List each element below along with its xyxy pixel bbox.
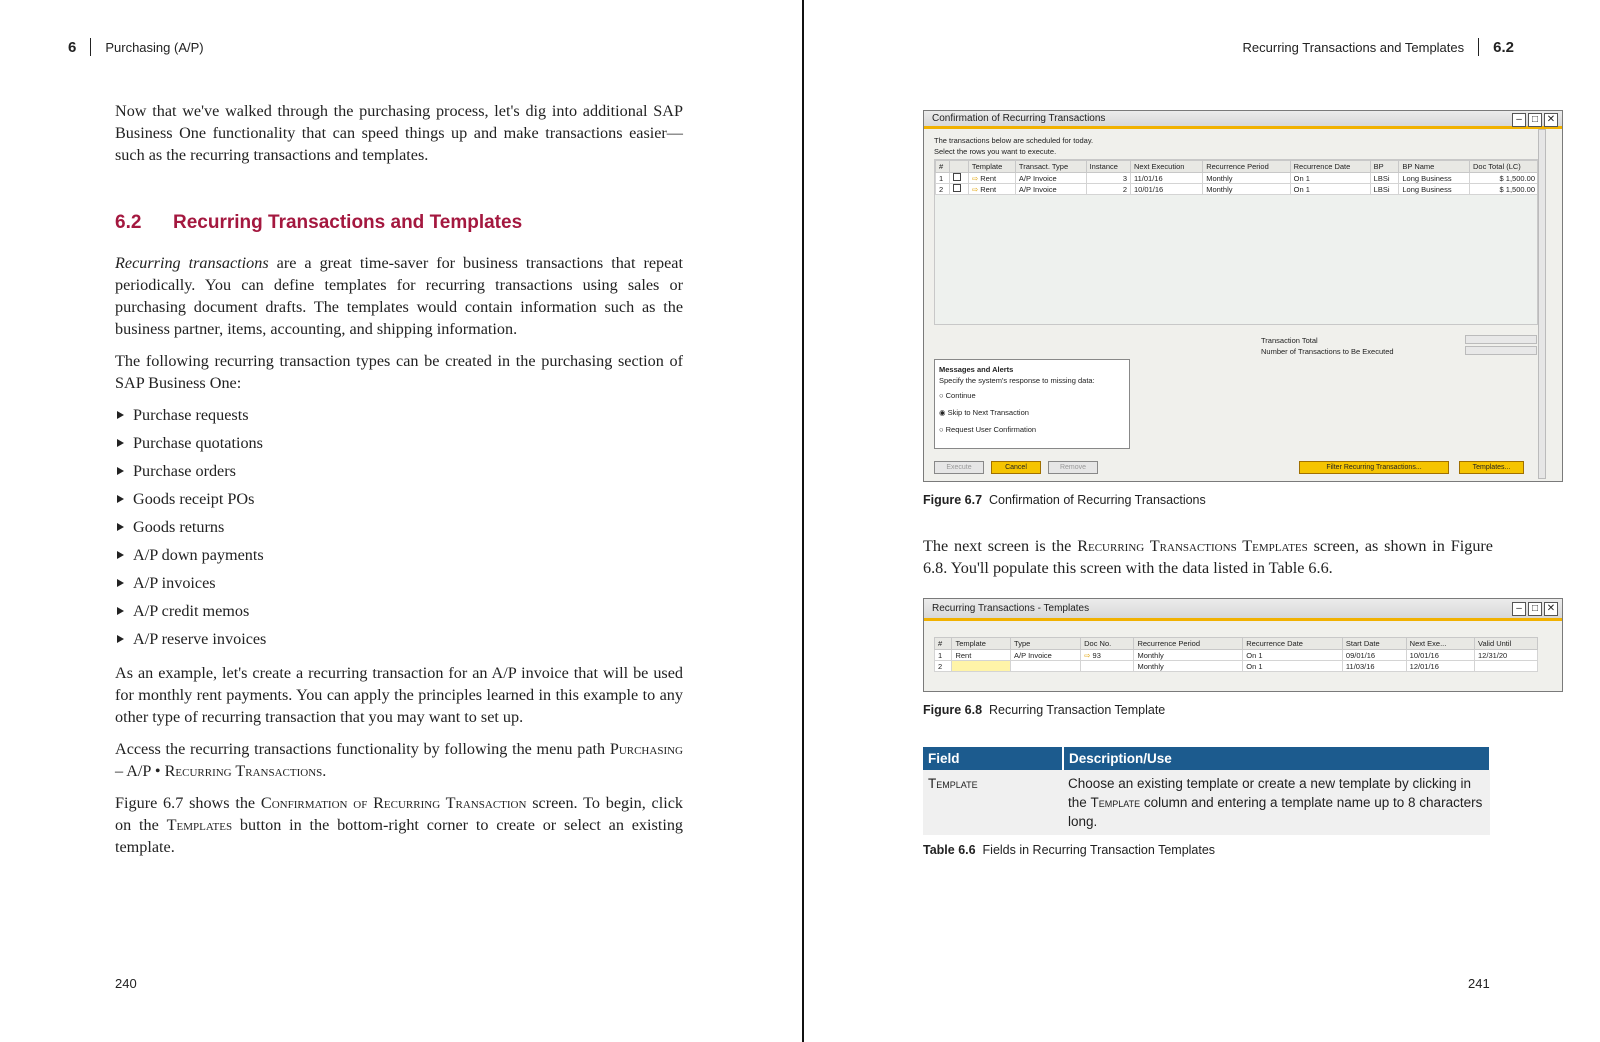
transaction-total-field	[1465, 335, 1537, 344]
list-item: A/P invoices	[115, 572, 683, 600]
grid-header-row	[935, 638, 1538, 650]
remove-button[interactable]: Remove	[1048, 461, 1098, 474]
row-checkbox[interactable]	[950, 184, 969, 195]
col-header: Instance	[1086, 161, 1130, 173]
col-header: #	[936, 161, 950, 173]
cell-template[interactable]	[968, 173, 1015, 184]
radio-skip[interactable]: ◉ Skip to Next Transaction	[939, 408, 1029, 417]
chapter-title: Purchasing (A/P)	[105, 39, 204, 55]
link-arrow-icon[interactable]: ⇨	[1084, 650, 1091, 660]
cell: 10/01/16	[1131, 184, 1203, 195]
confirmation-window	[923, 110, 1563, 482]
list-item: Goods receipt POs	[115, 488, 683, 516]
paragraph-text: Access the recurring transactions functionality by following the menu path	[115, 740, 610, 758]
paragraph-types: The following recurring transaction types can be created in the purchasing section of SAP Business One:	[115, 352, 683, 392]
info-line: The transactions below are scheduled for today.	[934, 136, 1094, 145]
cell: On 1	[1290, 184, 1370, 195]
screen-name: Recurring Transactions Templates	[1077, 537, 1308, 555]
term-recurring: Recurring transactions	[115, 254, 269, 272]
description-text: column and entering a template name up to 8 characters long.	[1068, 795, 1483, 829]
caption-text: Fields in Recurring Transaction Templates	[982, 843, 1216, 857]
cell-template[interactable]	[952, 661, 1011, 672]
right-page-number: 241	[1468, 976, 1490, 991]
col-header: Doc Total (LC)	[1470, 161, 1538, 173]
cell-template[interactable]	[968, 184, 1015, 195]
section-running-title: Recurring Transactions and Templates	[1242, 39, 1465, 55]
grid-header-row	[936, 161, 1539, 173]
cell-template[interactable]: Rent	[952, 650, 1011, 661]
screen-name: Confirmation of Recurring Transaction	[260, 794, 527, 812]
cell: Long Business	[1399, 184, 1470, 195]
cell: A/P Invoice	[1015, 184, 1086, 195]
radio-label: Request User Confirmation	[945, 425, 1037, 434]
window-title: Confirmation of Recurring Transactions	[932, 113, 1106, 124]
field-name: Template	[923, 770, 1063, 835]
execute-button[interactable]: Execute	[934, 461, 984, 474]
col-header: Transact. Type	[1015, 161, 1086, 173]
cell: 11/01/16	[1131, 173, 1203, 184]
col-header: Recurrence Period	[1203, 161, 1290, 173]
col-header: Valid Until	[1475, 638, 1538, 650]
col-header: BP Name	[1399, 161, 1470, 173]
link-arrow-icon[interactable]: ⇨	[971, 173, 979, 183]
page-gutter	[802, 0, 804, 1042]
cancel-button[interactable]: Cancel	[991, 461, 1041, 474]
intro-paragraph: Now that we've walked through the purchasing process, let's dig into additional SAP Business One functionality that can speed things up and make transactions easier—such as the recurring transactions and templates.	[115, 102, 683, 164]
cell: LBSi	[1370, 173, 1399, 184]
radio-continue[interactable]: ○ Continue	[939, 391, 976, 400]
cell: Monthly	[1203, 184, 1290, 195]
cell-date[interactable]: On 1	[1243, 650, 1343, 661]
cell-start[interactable]: 11/03/16	[1342, 661, 1406, 672]
list-item: Goods returns	[115, 516, 683, 544]
cell-date[interactable]: On 1	[1243, 661, 1343, 672]
paragraph-text: are a great time-saver for business transactions that repeat periodically. You can define templates for recurring transactions using sales or purchasing document drafts. The templates would contain information such as the business partner, items, accounting, and shipping information.	[115, 254, 683, 338]
table-row[interactable]	[936, 184, 1539, 195]
info-line: Select the rows you want to execute.	[934, 147, 1057, 156]
row-checkbox[interactable]	[950, 173, 969, 184]
window-titlebar	[924, 599, 1562, 621]
maximize-icon[interactable]: □	[1528, 602, 1542, 616]
col-header	[950, 161, 969, 173]
paragraph-text: button in the bottom-right corner to create or select an existing template.	[115, 816, 684, 856]
filter-button[interactable]: Filter Recurring Transactions...	[1299, 461, 1449, 474]
cell: 3	[1086, 173, 1130, 184]
table-6-6-caption	[923, 843, 1215, 857]
cell-next: 10/01/16	[1406, 650, 1474, 661]
chapter-number: 6	[68, 38, 77, 56]
minimize-icon[interactable]: ‒	[1512, 113, 1526, 127]
transactions-grid	[934, 159, 1538, 325]
paragraph-text: .	[322, 762, 327, 780]
maximize-icon[interactable]: □	[1528, 113, 1542, 127]
messages-subtitle: Specify the system's response to missing data:	[939, 376, 1095, 385]
col-header: Template	[952, 638, 1011, 650]
cell: On 1	[1290, 173, 1370, 184]
list-item: Purchase quotations	[115, 432, 683, 460]
paragraph-menu-path	[115, 738, 683, 782]
window-titlebar	[924, 111, 1562, 129]
cell: Long Business	[1399, 173, 1470, 184]
col-header: Doc No.	[1081, 638, 1134, 650]
cell: Monthly	[1203, 173, 1290, 184]
figure-6-8-caption	[923, 703, 1165, 717]
caption-text: Recurring Transaction Template	[989, 703, 1166, 717]
cell-text: Rent	[980, 173, 997, 183]
left-running-header	[68, 38, 204, 56]
col-header: Description/Use	[1063, 747, 1490, 770]
cell: 1	[935, 650, 952, 661]
paragraph-recurring	[115, 252, 683, 340]
paragraph-example: As an example, let's create a recurring transaction for an A/P invoice that will be used for monthly rent payments. You can apply the principles learned in this example to any other type of recurring transaction that you may want to set up.	[115, 664, 683, 726]
table-header-row	[923, 747, 1490, 770]
description-text: Choose an existing template or create a new template by clicking in the	[1068, 776, 1471, 810]
column-name: Template	[1090, 795, 1141, 810]
cell-text: Rent	[980, 184, 997, 194]
list-item: Purchase requests	[115, 404, 683, 432]
cell-period[interactable]: Monthly	[1134, 650, 1243, 661]
section-running-number: 6.2	[1493, 38, 1514, 56]
left-page-body	[115, 100, 683, 868]
window-title: Recurring Transactions - Templates	[932, 603, 1090, 614]
cell-type[interactable]: A/P Invoice	[1011, 650, 1081, 661]
col-header: Field	[923, 747, 1063, 770]
templates-window	[923, 598, 1563, 692]
cell-docno[interactable]	[1081, 661, 1134, 672]
paragraph-text: Figure 6.7 shows the	[115, 794, 261, 812]
cell-period[interactable]: Monthly	[1134, 661, 1243, 672]
cell-next: 12/01/16	[1406, 661, 1474, 672]
cell: $ 1,500.00	[1470, 173, 1538, 184]
cell-type[interactable]	[1011, 661, 1081, 672]
cell-start[interactable]: 09/01/16	[1342, 650, 1406, 661]
templates-grid	[934, 637, 1538, 672]
radio-label: Skip to Next Transaction	[947, 408, 1029, 417]
num-transactions-label: Number of Transactions to Be Executed	[1261, 347, 1394, 356]
figure-6-7-caption	[923, 493, 1206, 507]
cell-text: 93	[1092, 650, 1101, 660]
cell-valid[interactable]	[1475, 661, 1538, 672]
field-description	[1063, 770, 1490, 835]
col-header: Recurrence Period	[1134, 638, 1243, 650]
section-title: Recurring Transactions and Templates	[173, 212, 523, 233]
close-icon[interactable]: ✕	[1544, 602, 1558, 616]
col-header: Next Execution	[1131, 161, 1203, 173]
messages-title: Messages and Alerts	[939, 365, 1014, 374]
table-6-6	[923, 747, 1491, 835]
list-item: A/P credit memos	[115, 600, 683, 628]
left-page-number: 240	[115, 976, 137, 991]
caption-text: Confirmation of Recurring Transactions	[989, 493, 1206, 507]
col-header: Type	[1011, 638, 1081, 650]
paragraph-text: screen, as shown in Figure 6.8. You'll populate this screen with the data listed in Table 6.6.	[923, 537, 1493, 577]
table-row[interactable]	[936, 173, 1539, 184]
cell-valid[interactable]: 12/31/20	[1475, 650, 1538, 661]
transaction-total-label: Transaction Total	[1261, 336, 1318, 345]
col-header: Next Exe...	[1406, 638, 1474, 650]
templates-button[interactable]: Templates...	[1459, 461, 1524, 474]
caption-label: Figure 6.7	[923, 493, 983, 507]
col-header: Recurrence Date	[1243, 638, 1343, 650]
cell: 2	[936, 184, 950, 195]
cell-docno[interactable]	[1081, 650, 1134, 661]
link-arrow-icon[interactable]: ⇨	[971, 184, 979, 194]
right-running-header	[1243, 38, 1514, 56]
radio-request[interactable]: ○ Request User Confirmation	[939, 425, 1037, 434]
list-item: A/P down payments	[115, 544, 683, 572]
scrollbar[interactable]	[1538, 129, 1546, 479]
cell: 1	[936, 173, 950, 184]
col-header: BP	[1370, 161, 1399, 173]
table-row[interactable]	[935, 650, 1538, 661]
list-item: A/P reserve invoices	[115, 628, 683, 656]
table-row[interactable]	[935, 661, 1538, 672]
num-transactions-field	[1465, 346, 1537, 355]
paragraph-figure-ref	[115, 792, 683, 858]
paragraph-text: The next screen is the	[923, 537, 1078, 555]
radio-label: Continue	[945, 391, 976, 400]
section-number: 6.2	[115, 212, 142, 233]
minimize-icon[interactable]: ‒	[1512, 602, 1526, 616]
messages-alerts-box	[934, 359, 1130, 449]
close-icon[interactable]: ✕	[1544, 113, 1558, 127]
button-name: Templates	[166, 816, 233, 834]
col-header: #	[935, 638, 952, 650]
menu-path: Purchasing – A/P • Recurring Transactions	[115, 740, 683, 780]
col-header: Template	[968, 161, 1015, 173]
cell: 2	[935, 661, 952, 672]
list-item: Purchase orders	[115, 460, 683, 488]
cell: A/P Invoice	[1015, 173, 1086, 184]
table-row	[923, 770, 1490, 835]
col-header: Recurrence Date	[1290, 161, 1370, 173]
col-header: Start Date	[1342, 638, 1406, 650]
transaction-type-list	[115, 404, 683, 656]
cell: $ 1,500.00	[1470, 184, 1538, 195]
paragraph-text: screen. To begin, click on the	[115, 794, 683, 834]
cell: 2	[1086, 184, 1130, 195]
cell: LBSi	[1370, 184, 1399, 195]
right-paragraph	[923, 535, 1493, 579]
caption-label: Figure 6.8	[923, 703, 983, 717]
section-heading	[115, 212, 683, 234]
caption-label: Table 6.6	[923, 843, 976, 857]
